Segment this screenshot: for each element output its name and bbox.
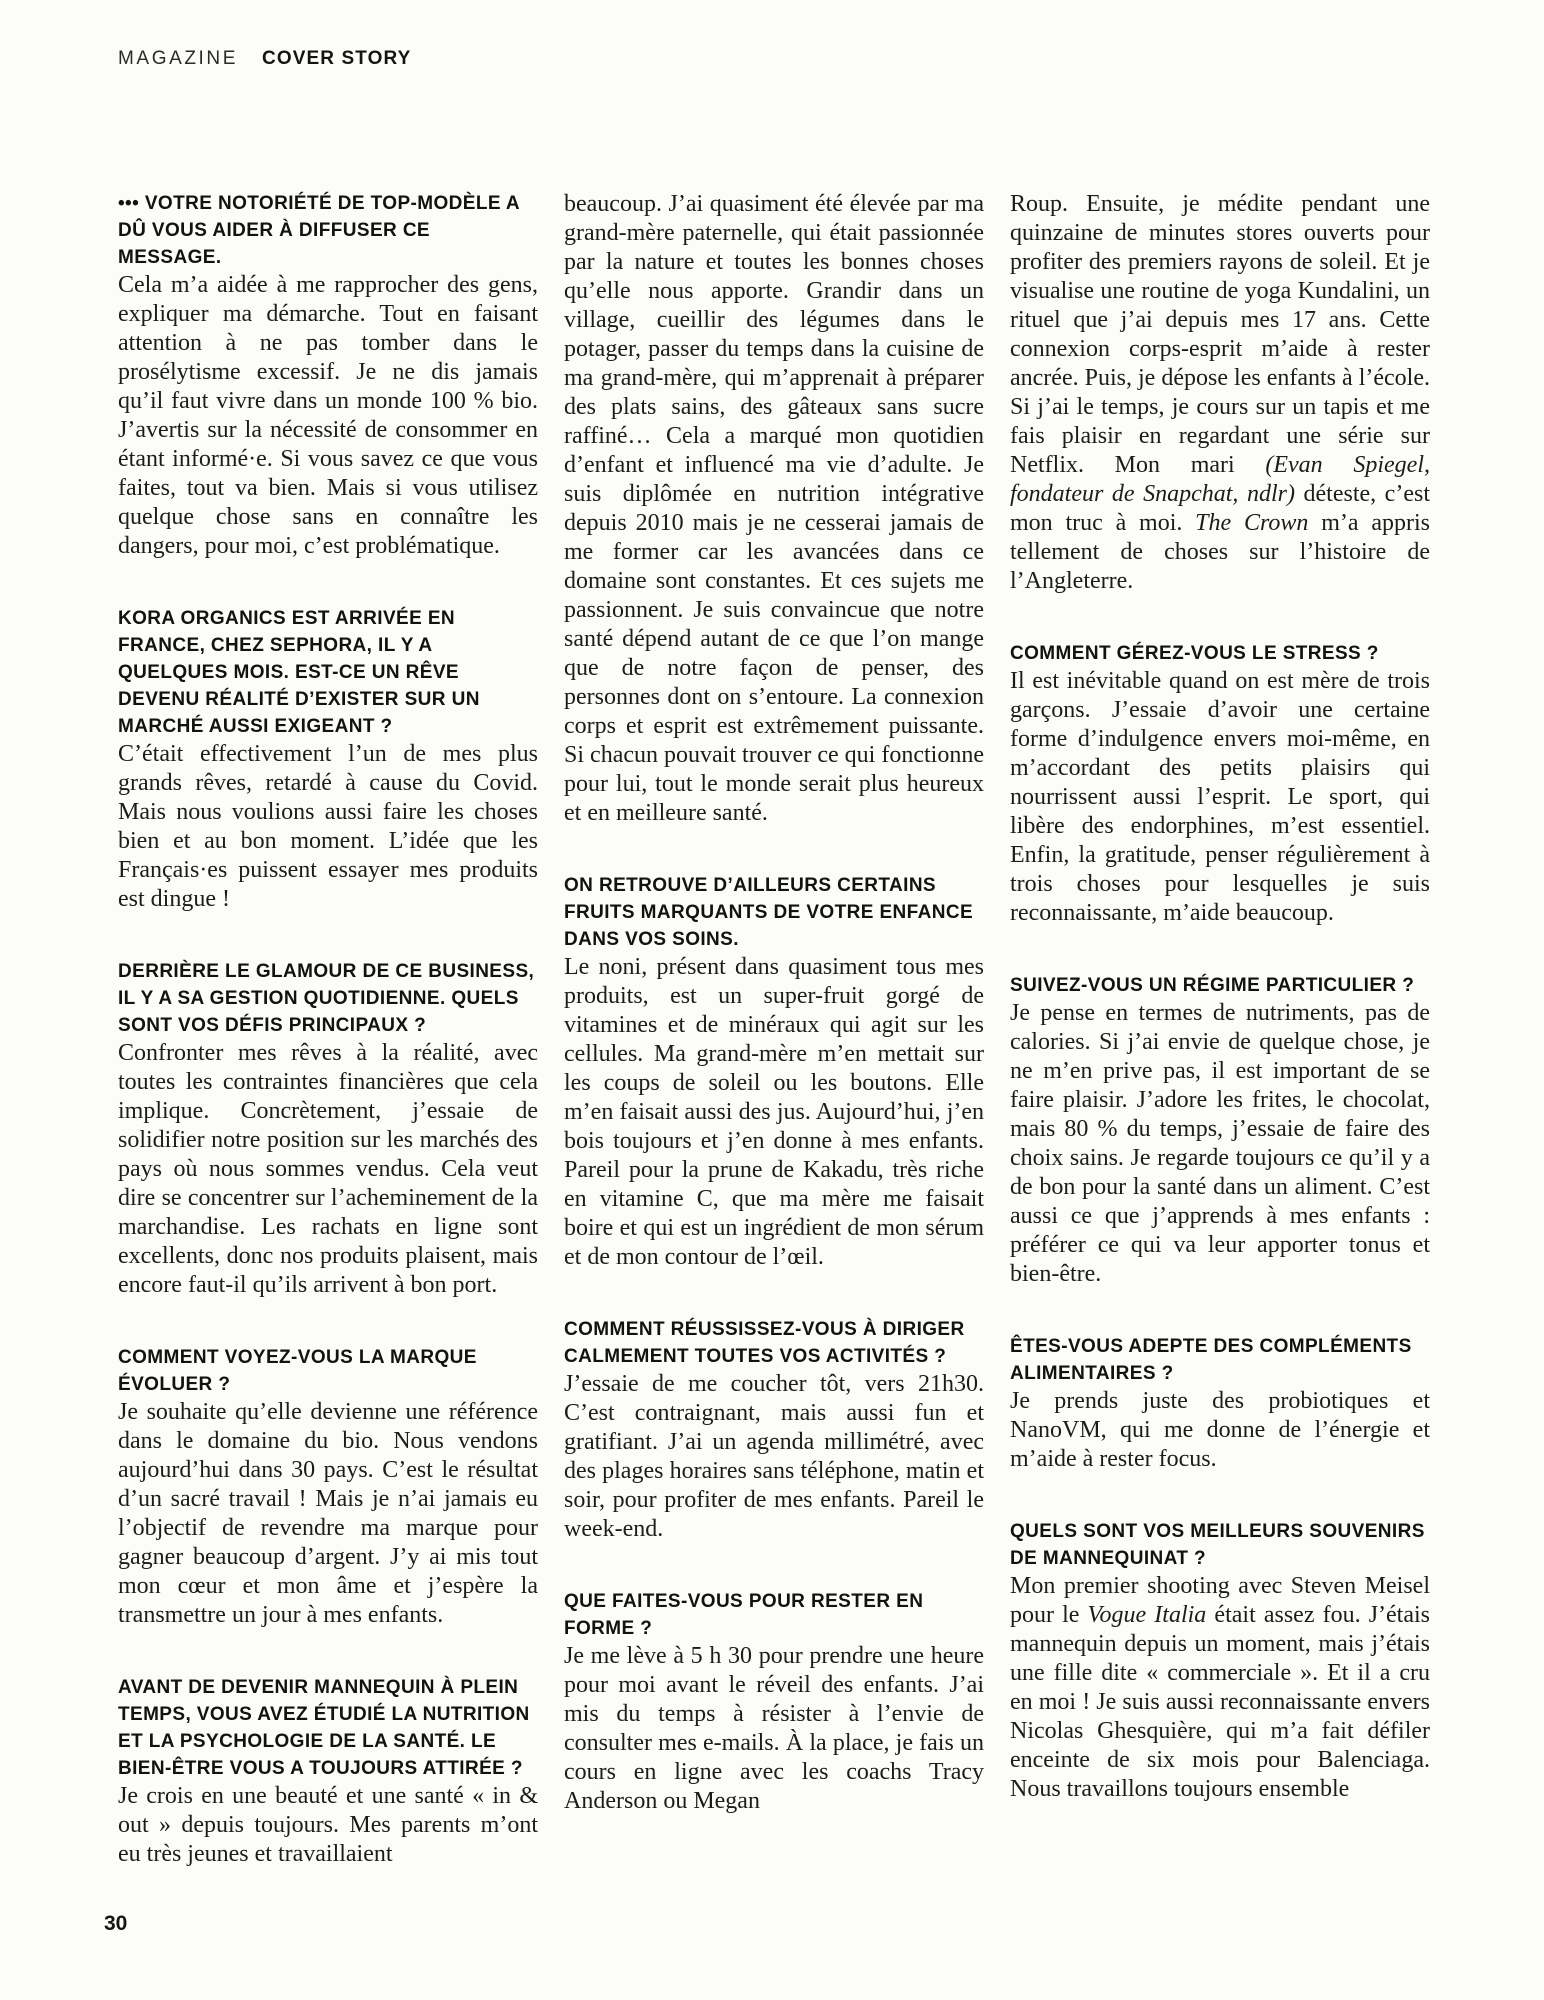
answer-text: m’a appris tellement de choses sur l’histoire de l’Angleterre.: [1010, 510, 1431, 594]
article-columns: [118, 190, 1430, 1869]
interview-answer: Je pense en termes de nutriments, pas de calories. Si j’ai envie de quelque chose, je ne m’en prive pas, il est important de se faire plaisir. J’adore les frites, le chocolat, mais 80 % du temps, j’essaie de faire des choix sains. Je regarde toujours ce qu’il y a de bon pour la santé dans un aliment. C’est aussi ce que j’apprends à mes enfants : préférer ce qui va leur apporter tonus et bien-être.: [1010, 1000, 1430, 1287]
interview-answer: Confronter mes rêves à la réalité, avec toutes les contraintes financières que cela implique. Concrètement, j’essaie de solidifier notre position sur les marchés des pays où nous sommes vendus. Cela veut dire se concentrer sur l’acheminement de la marchandise. Les rachats en ligne sont excellents, donc nos produits plaisent, mais encore faut-il qu’ils arrivent à bon port.: [118, 1040, 538, 1298]
answer-text-italic: The Crown: [1195, 510, 1309, 536]
interview-question: COMMENT RÉUSSISSEZ-VOUS À DIRIGER CALMEMENT TOUTES VOS ACTIVITÉS ?: [564, 1319, 965, 1367]
interview-answer: Je crois en une beauté et une santé « in & out » depuis toujours. Mes parents m’ont eu très jeunes et travaillaient: [118, 1783, 538, 1867]
magazine-label: MAGAZINE: [118, 48, 239, 69]
interview-question: QUE FAITES-VOUS POUR RESTER EN FORME ?: [564, 1591, 924, 1639]
text-column-2: [564, 190, 984, 1869]
interview-answer: J’essaie de me coucher tôt, vers 21h30. C’est contraignant, mais aussi fun et gratifiant. J’ai un agenda millimétré, avec des plages horaires sans téléphone, matin et soir, pour profiter de mes enfants. Pareil le week-end.: [564, 1371, 984, 1542]
answer-text: déteste, c’est mon truc à moi.: [1010, 481, 1430, 536]
interview-answer: beaucoup. J’ai quasiment été élevée par ma grand-mère paternelle, qui était passionnée par la nature et toutes les bonnes choses qu’elle nous apporte. Grandir dans un village, cueillir des légumes dans le potager, passer du temps dans la cuisine de ma grand-mère, qui m’apprenait à préparer des plats sains, des gâteaux sans sucre raffiné… Cela a marqué mon quotidien d’enfant et influencé ma vie d’adulte. Je suis diplômée en nutrition intégrative depuis 2010 mais je ne cesserai jamais de me former car les avancées dans ce domaine sont constantes. Et ces sujets me passionnent. Je suis convaincue que notre santé dépend autant de ce que l’on mange que de notre façon de penser, des personnes dont on s’entoure. La connexion corps et esprit est extrêmement puissante. Si chacun pouvait trouver ce qui fonctionne pour lui, tout le monde serait plus heureux et en meilleure santé.: [564, 191, 984, 826]
answer-text: Roup. Ensuite, je médite pendant une quinzaine de minutes stores ouverts pour profiter des premiers rayons de soleil. Et je visualise une routine de yoga Kundalini, un rituel que j’ai depuis mes 17 ans. Cette connexion corps-esprit m’aide à rester ancrée. Puis, je dépose les enfants à l’école. Si j’ai le temps, je cours sur un tapis et me fais plaisir en regardant une série sur Netflix. Mon mari: [1010, 191, 1430, 478]
interview-question: COMMENT GÉREZ-VOUS LE STRESS ?: [1010, 643, 1379, 664]
interview-answer: Il est inévitable quand on est mère de trois garçons. J’essaie d’avoir une certaine forme d’indulgence envers moi-même, en m’accordant des petits plaisirs qui nourrissent aussi l’esprit. Le sport, qui libère des endorphines, m’est essentiel. Enfin, la gratitude, penser régulièrement à trois choses pour lesquelles je suis reconnaissante, m’aide beaucoup.: [1010, 668, 1430, 926]
interview-question: QUELS SONT VOS MEILLEURS SOUVENIRS DE MANNEQUINAT ?: [1010, 1521, 1425, 1569]
interview-answer: [1010, 1572, 1430, 1804]
interview-question: DERRIÈRE LE GLAMOUR DE CE BUSINESS, IL Y A SA GESTION QUOTIDIENNE. QUELS SONT VOS DÉFIS PRINCIPAUX ?: [118, 961, 535, 1036]
interview-answer: Je me lève à 5 h 30 pour prendre une heure pour moi avant le réveil des enfants. J’ai mis du temps à résister à l’envie de consulter mes e-mails. À la place, je fais un cours en ligne avec les coachs Tracy Anderson ou Megan: [564, 1643, 984, 1814]
answer-text-italic: Vogue Italia: [1087, 1602, 1207, 1628]
page-number: 30: [104, 1912, 128, 1935]
section-label: COVER STORY: [262, 48, 412, 69]
interview-question: ••• VOTRE NOTORIÉTÉ DE TOP-MODÈLE A DÛ VOUS AIDER À DIFFUSER CE MESSAGE.: [118, 193, 520, 268]
interview-question: AVANT DE DEVENIR MANNEQUIN À PLEIN TEMPS, VOUS AVEZ ÉTUDIÉ LA NUTRITION ET LA PSYCHOLOGIE DE LA SANTÉ. LE BIEN-ÊTRE VOUS A TOUJOURS ATTIRÉE ?: [118, 1677, 530, 1779]
interview-question: ÊTES-VOUS ADEPTE DES COMPLÉMENTS ALIMENTAIRES ?: [1010, 1336, 1412, 1384]
answer-text-italic: (Evan Spiegel, fondateur de Snapchat, ndlr): [1010, 452, 1430, 507]
answer-text: était assez fou. J’étais mannequin depuis un moment, mais j’étais une fille dite « commerciale ». Et il a cru en moi ! Je suis aussi reconnaissante envers Nicolas Ghesquière, qui m’a fait défiler enceinte de six mois pour Balenciaga. Nous travaillons toujours ensemble: [1010, 1602, 1431, 1802]
interview-question: SUIVEZ-VOUS UN RÉGIME PARTICULIER ?: [1010, 975, 1415, 996]
interview-question: ON RETROUVE D’AILLEURS CERTAINS FRUITS MARQUANTS DE VOTRE ENFANCE DANS VOS SOINS.: [564, 875, 974, 950]
answer-text: Mon premier shooting avec Steven Meisel pour le: [1010, 1573, 1430, 1628]
text-column-1: [118, 190, 538, 1869]
interview-answer: Je prends juste des probiotiques et NanoVM, qui me donne de l’énergie et m’aide à rester focus.: [1010, 1388, 1430, 1472]
interview-answer: C’était effectivement l’un de mes plus grands rêves, retardé à cause du Covid. Mais nous voulions aussi faire les choses bien et au bon moment. L’idée que les Français·es puissent essayer mes produits est dingue !: [118, 741, 538, 912]
interview-answer: Cela m’a aidée à me rapprocher des gens, expliquer ma démarche. Tout en faisant attention à ne pas tomber dans le prosélytisme excessif. Je ne dis jamais qu’il faut vivre dans un monde 100 % bio. J’avertis sur la nécessité de consommer en étant informé·e. Si vous savez ce que vous faites, tout va bien. Mais si vous utilisez quelque chose sans en connaître les dangers, pour moi, c’est problématique.: [118, 272, 538, 559]
text-column-3: [1010, 190, 1430, 1869]
interview-question: COMMENT VOYEZ-VOUS LA MARQUE ÉVOLUER ?: [118, 1347, 477, 1395]
interview-answer: Le noni, présent dans quasiment tous mes produits, est un super-fruit gorgé de vitamines et de minéraux qui agit sur les cellules. Ma grand-mère m’en mettait sur les coups de soleil ou les boutons. Elle m’en faisait aussi des jus. Aujourd’hui, j’en bois toujours et j’en donne à mes enfants. Pareil pour la prune de Kakadu, très riche en vitamine C, que ma mère me faisait boire et qui est un ingrédient de mon sérum et de mon contour de l’œil.: [564, 954, 984, 1270]
interview-answer: Je souhaite qu’elle devienne une référence dans le domaine du bio. Nous vendons aujourd’hui dans 30 pays. C’est le résultat d’un sacré travail ! Mais je n’ai jamais eu l’objectif de revendre ma marque pour gagner beaucoup d’argent. J’y ai mis tout mon cœur et mon âme et j’espère la transmettre un jour à mes enfants.: [118, 1399, 538, 1628]
header-rubric: [118, 48, 411, 70]
interview-answer: [1010, 190, 1430, 596]
interview-question: KORA ORGANICS EST ARRIVÉE EN FRANCE, CHEZ SEPHORA, IL Y A QUELQUES MOIS. EST-CE UN RÊVE DEVENU RÉALITÉ D’EXISTER SUR UN MARCHÉ AUSSI EXIGEANT ?: [118, 608, 480, 737]
